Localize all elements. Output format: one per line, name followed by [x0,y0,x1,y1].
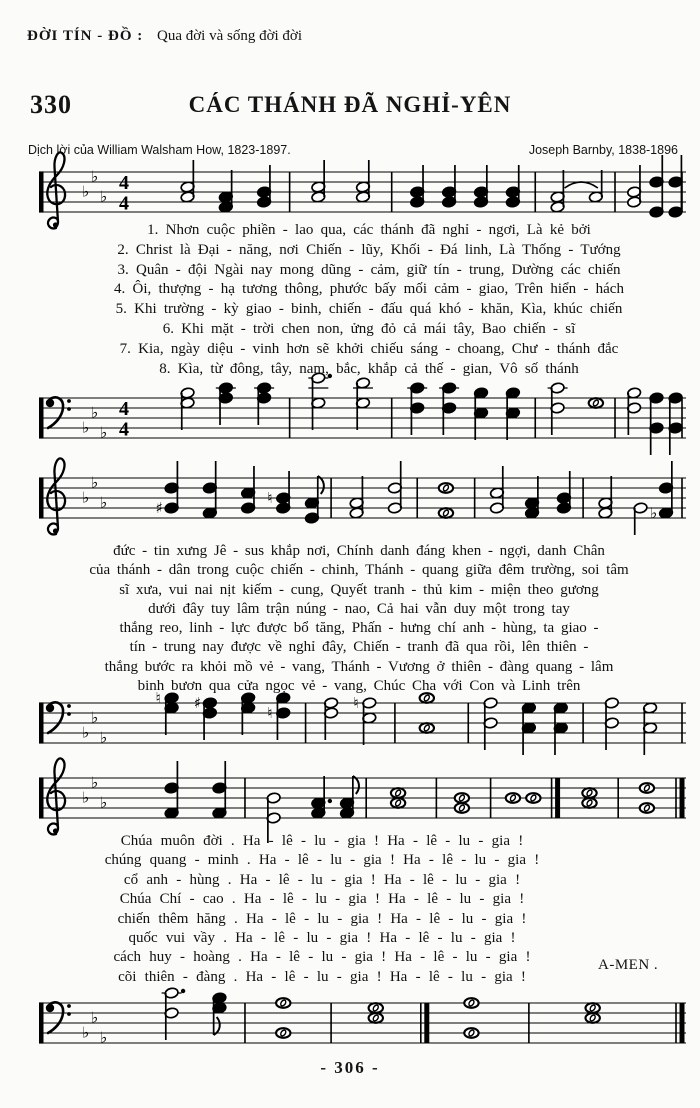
lyric-line: Chúa Chí - cao . Ha - lê - lu - gia ! Ha - lê - lu - gia ! [119,891,525,908]
svg-text:♭: ♭ [91,708,99,727]
lyric-line: sĩ xưa, vui nai nịt kiếm - cung, Quyết tranh - thủ kim - miện theo gương [119,581,599,598]
lyric-line: cổ anh - hùng . Ha - lê - lu - gia ! Ha - lê - lu - gia ! [123,871,521,888]
svg-text:♯: ♯ [193,694,202,712]
svg-text:♭: ♭ [82,1023,90,1042]
svg-text:♭: ♭ [91,473,99,492]
svg-text:4: 4 [119,192,129,215]
section-subtitle: Qua đời và sống đời đời [156,28,303,44]
svg-text:♭: ♭ [100,187,108,206]
lyric-line: 1. Nhơn cuộc phiền - lao qua, các thánh đã nghỉ - ngơi, Là kẻ bởi [147,222,591,238]
svg-text:♭: ♭ [100,793,108,812]
svg-text:4: 4 [119,418,129,441]
staff-treble-2 [36,443,692,543]
svg-text:♭: ♭ [100,493,108,512]
verse-block-1 [68,221,670,379]
svg-text:♯: ♯ [155,499,163,517]
lyric-line: của thánh - dân trong cuộc chiến - chinh, Thánh - quang giữa đêm trường, soi tâm [89,562,629,579]
lyric-line: 3. Quân - đội Ngài nay mong dũng - cảm, giữ tín - trung, Dường các chiến [117,261,621,278]
lyric-line: tín - trung nay được về nghỉ đây, Chiến - tranh đã qua rồi, lên thiên - [129,639,589,656]
lyricist-credit: Dịch lời của William Walsham How, 1823-1897. [28,143,291,157]
svg-text:♭: ♭ [82,788,90,807]
svg-text:♭: ♭ [82,488,90,507]
lyric-line: thắng reo, linh - lực được bổ tăng, Phấn - hưng chí anh - hùng, ta giao - [119,620,599,637]
composer-credit: Joseph Barnby, 1838-1896 [528,143,678,157]
svg-text:♭: ♭ [91,773,99,792]
lyric-line: thắng bước ra khỏi mồ vẻ - vang, Thánh - Vương ở thiên - đàng quang - lâm [104,658,614,675]
lyric-line: 7. Kia, ngày diệu - vinh hơn sẽ khởi chiếu sáng - choang, Chư - thánh đắc [119,340,619,357]
lyric-line: đức - tin xưng Jê - sus khắp nơi, Chính danh đáng khen - ngợi, danh Chân [113,543,605,559]
svg-text:♮: ♮ [353,694,359,712]
svg-text:♭: ♭ [82,723,90,742]
lyric-line: 8. Kìa, từ đông, tây, nam, bắc, khắp cả thế - gian, Vô số thánh [159,360,579,377]
refrain-block [48,832,596,987]
svg-text:4: 4 [119,398,129,420]
svg-text:♭: ♭ [650,504,658,522]
svg-text:♭: ♭ [91,167,99,186]
verse-block-2 [52,542,666,696]
svg-text:♮: ♮ [155,689,161,707]
section-category-label: ĐỜI TÍN - ĐỒ : [27,28,144,44]
lyric-line: dưới đây tuy lâm trận núng - nao, Cả hai vẫn duy một trong tay [148,600,570,617]
svg-text:♭: ♭ [91,1008,99,1027]
lyric-line: 5. Khi trường - kỳ giao - binh, chiến - đấu quá khó - khăn, Kìa, khúc chiến [115,301,623,318]
staff-treble-3 [36,743,692,843]
svg-text:♭: ♭ [100,728,108,747]
svg-text:4: 4 [119,172,129,194]
section-header [27,28,680,45]
svg-text:♭: ♭ [100,423,108,442]
svg-text:♭: ♭ [82,182,90,201]
svg-text:♮: ♮ [267,704,273,722]
lyric-line: 2. Christ là Đại - năng, nơi Chiến - lũy, Khối - Đá linh, Là Thống - Tướng [117,241,621,258]
svg-text:♭: ♭ [82,418,90,437]
lyric-line: quốc vui vầy . Ha - lê - lu - gia ! Ha - lê - lu - gia ! [128,930,516,947]
lyric-line: cõi thiên - đàng . Ha - lê - lu - gia ! Ha - lê - lu - gia ! [118,968,526,985]
lyric-line: cách huy - hoàng . Ha - lê - lu - gia ! Ha - lê - lu - gia ! [113,949,531,966]
lyric-line: chúng quang - minh . Ha - lê - lu - gia ! Ha - lê - lu - gia ! [104,852,540,869]
lyric-line: chiến thêm hăng . Ha - lê - lu - gia ! Ha - lê - lu - gia ! [117,910,527,927]
lyric-line: 6. Khi mặt - trời chen non, ửng đỏ cả mái tây, Bao chiến - sĩ [162,320,576,337]
lyric-line: 4. Ôi, thượng - hạ tương thông, phước bấy mối cảm - giao, Trên hiển - hách [114,281,624,298]
svg-text:♭: ♭ [91,403,99,422]
hymn-number: 330 [30,90,72,119]
amen-label: A-MEN . [598,957,659,973]
svg-text:♭: ♭ [100,1028,108,1047]
hymn-title: CÁC THÁNH ĐÃ NGHỈ-YÊN [188,92,512,117]
svg-text:♮: ♮ [267,489,273,507]
page-number: - 306 - [320,1058,380,1077]
lyric-line: Chúa muôn đời . Ha - lê - lu - gia ! Ha - lê - lu - gia ! [120,833,524,849]
lyric-line: binh bươn qua cửa ngọc vẻ - vang, Chúc Cha với Con và Linh trên [137,678,581,695]
